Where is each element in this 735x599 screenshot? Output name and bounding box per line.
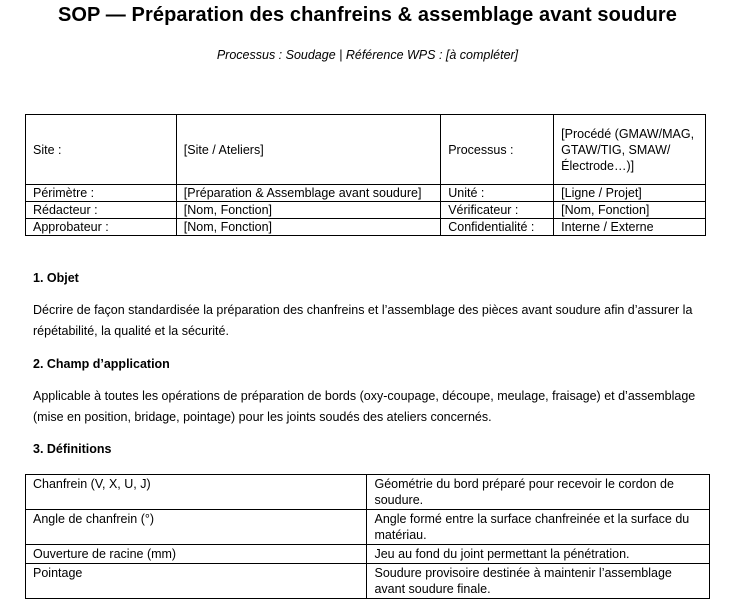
meta-label: Rédacteur :: [26, 202, 177, 219]
definition-term: Pointage: [26, 564, 367, 599]
meta-value: [Site / Ateliers]: [176, 115, 440, 185]
document-subtitle: Processus : Soudage | Référence WPS : [à compléter]: [216, 48, 519, 62]
definition-term: Chanfrein (V, X, U, J): [26, 475, 367, 510]
table-row: [26, 202, 706, 219]
definition-text: Angle formé entre la surface chanfreinée et la surface du matériau.: [367, 510, 710, 545]
definition-text: Soudure provisoire destinée à maintenir l’assemblage avant soudure finale.: [367, 564, 710, 599]
definition-term: Angle de chanfrein (°): [26, 510, 367, 545]
meta-label: Unité :: [441, 185, 554, 202]
table-row: [26, 115, 706, 185]
section-heading-champ: 2. Champ d’application: [33, 357, 170, 371]
definition-text: Géométrie du bord préparé pour recevoir le cordon de soudure.: [367, 475, 710, 510]
table-row: [26, 510, 710, 545]
meta-value: [Nom, Fonction]: [554, 202, 706, 219]
meta-value: [Nom, Fonction]: [176, 219, 440, 236]
section-heading-objet: 1. Objet: [33, 271, 79, 285]
meta-value: Interne / Externe: [554, 219, 706, 236]
metadata-table: [25, 114, 706, 236]
meta-value: [Procédé (GMAW/MAG, GTAW/TIG, SMAW/Électrode…)]: [554, 115, 706, 185]
document-title: SOP — Préparation des chanfreins & assemblage avant soudure: [57, 4, 678, 26]
meta-label: Vérificateur :: [441, 202, 554, 219]
table-row: [26, 545, 710, 564]
table-row: [26, 564, 710, 599]
table-row: [26, 185, 706, 202]
table-row: [26, 475, 710, 510]
meta-value: [Nom, Fonction]: [176, 202, 440, 219]
definition-text: Jeu au fond du joint permettant la pénétration.: [367, 545, 710, 564]
definitions-table: [25, 474, 710, 599]
section-heading-definitions: 3. Définitions: [33, 442, 112, 456]
meta-value: [Ligne / Projet]: [554, 185, 706, 202]
meta-value: [Préparation & Assemblage avant soudure]: [176, 185, 440, 202]
table-row: [26, 219, 706, 236]
meta-label: Approbateur :: [26, 219, 177, 236]
meta-label: Processus :: [441, 115, 554, 185]
meta-label: Périmètre :: [26, 185, 177, 202]
meta-label: Site :: [26, 115, 177, 185]
definition-term: Ouverture de racine (mm): [26, 545, 367, 564]
section-text-objet: Décrire de façon standardisée la préparation des chanfreins et l’assemblage des pièces avant soudure afin d’assurer la répétabilité, la qualité et la sécurité.: [33, 303, 693, 338]
section-text-champ: Applicable à toutes les opérations de préparation de bords (oxy-coupage, découpe, meulage, fraisage) et d’assemblage (mise en position, bridage, pointage) pour les joints soudés des ateliers concernés.: [33, 389, 696, 424]
meta-label: Confidentialité :: [441, 219, 554, 236]
